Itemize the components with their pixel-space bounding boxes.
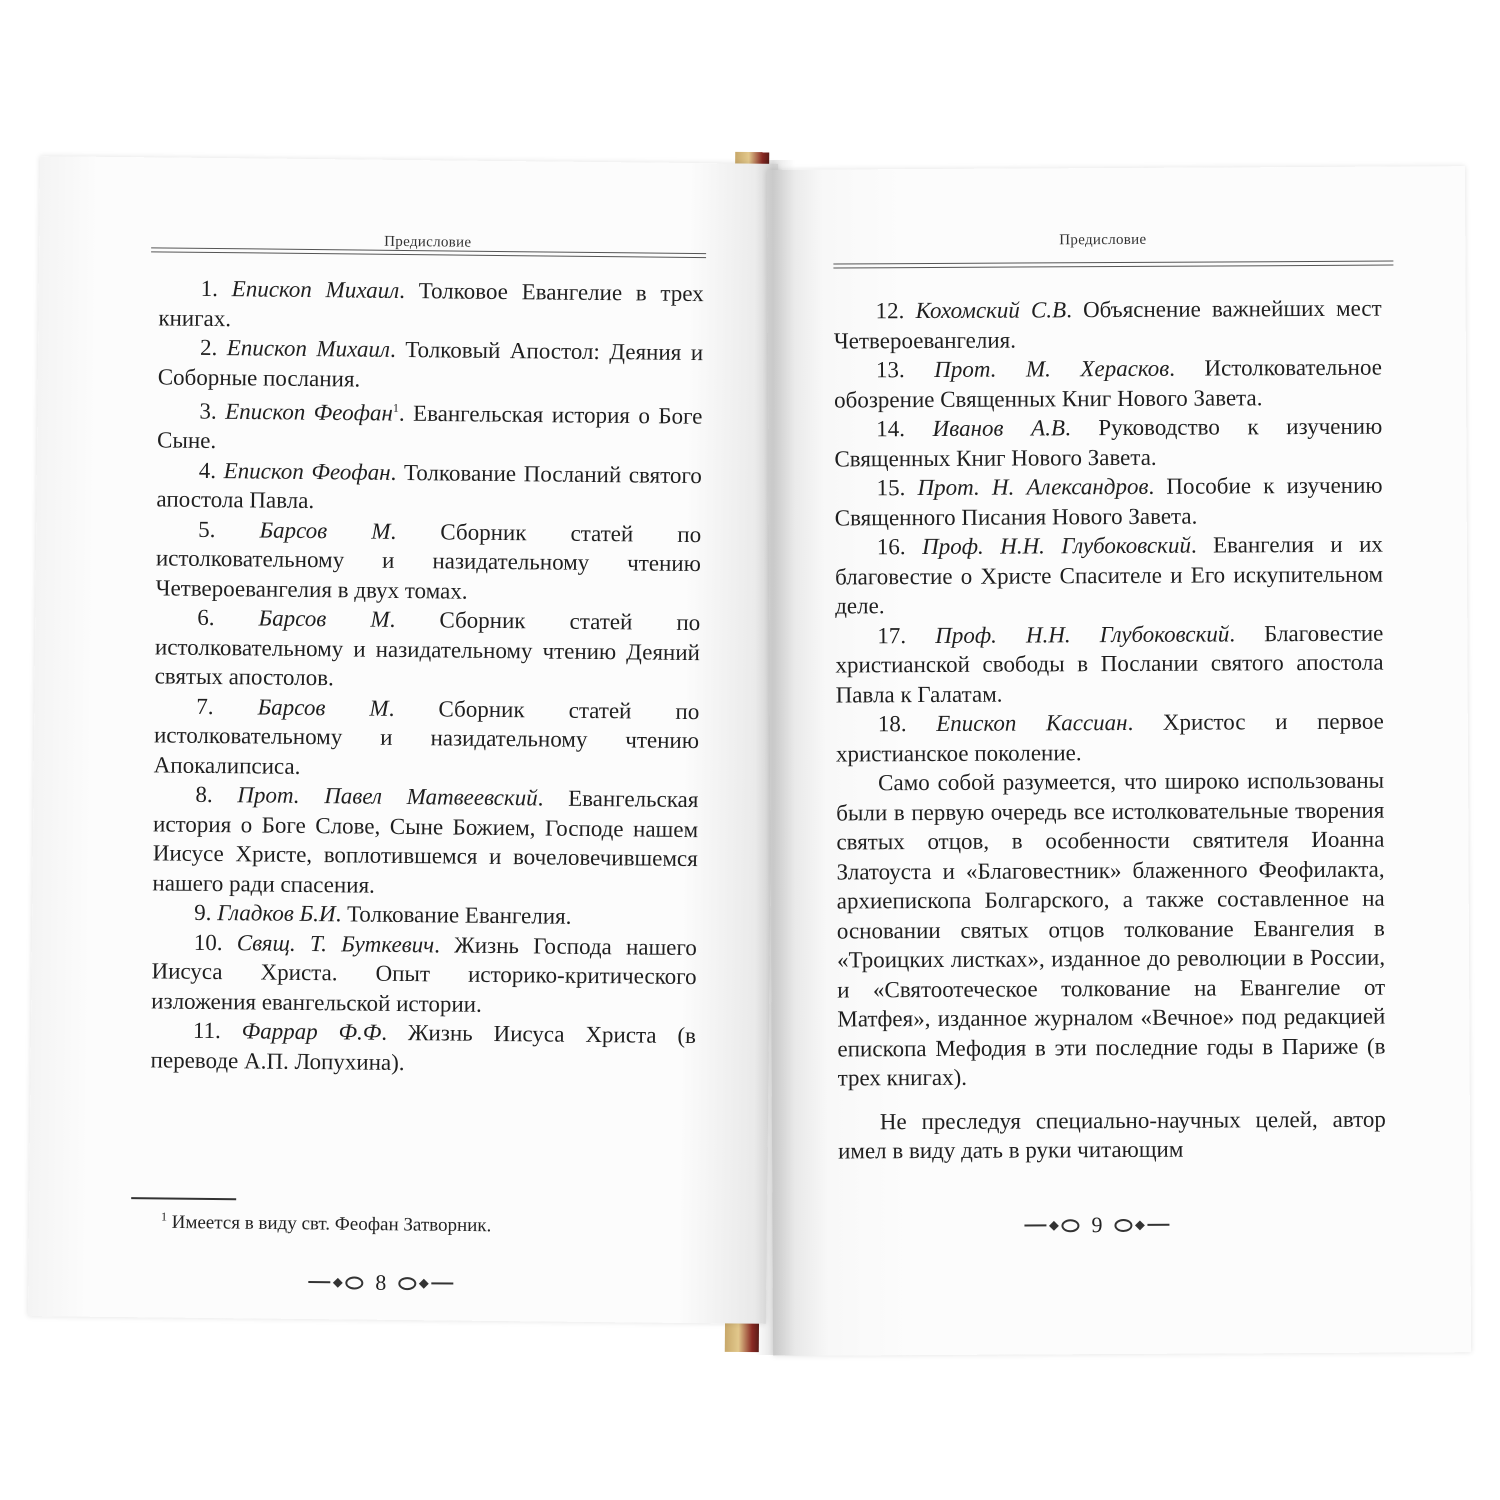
entry-title: . Благовестие христианской свободы в Послании святого апостола Павла к Галатам. (835, 620, 1384, 707)
entry-author: Епископ Михаил (226, 335, 391, 362)
page-number-block (1024, 1212, 1169, 1239)
folio-ornament-icon (1114, 1218, 1169, 1231)
footnote-reference: 1 (392, 400, 400, 415)
entry-title: . Евангелия и их благовестие о Христе Спасителе и Его искупительном деле. (834, 531, 1384, 619)
entry-author: Барсов М (258, 605, 390, 633)
left-page (28, 156, 778, 1324)
header-rule (833, 261, 1393, 269)
entry-number: 15. (876, 475, 906, 501)
entry-author: Иванов А.В (932, 415, 1066, 441)
bibliography-entry (157, 391, 703, 460)
entry-author: Проф. Н.Н. Глубоковский (921, 532, 1191, 560)
entry-author: Барсов М (259, 517, 391, 544)
entry-title: . Толковый Апостол: Деяния и Соборные послания. (157, 336, 704, 392)
entry-number: 3. (199, 398, 217, 424)
running-head: Предисловие (384, 233, 472, 251)
entry-number: 6. (197, 604, 215, 631)
entry-title: . Жизнь Иисуса Христа (в переводе А.П. Лопухина). (150, 1019, 697, 1075)
folio-ornament-icon (398, 1276, 453, 1290)
entry-number: 9. (194, 899, 212, 926)
body-paragraph: Само собой разумеется, что широко использованы были в первую очередь все истолковательные творения святых отцов, в особенности святителя Иоанна Златоуста и «Благовестник» блаженного Феофилакта, архиепископа Болгарского, а также составленное на основании святых отцов толкование Евангелия в «Троицких листках», изданное до революции в России, и «Святоотеческое толкование на Евангелие от Матфея», изданное журналом «Вечное» под редакцией епископа Мефодия в эти последние годы в Париже (в трех книгах). (836, 767, 1386, 1091)
bibliography-entry (158, 273, 704, 338)
entry-number: 18. (877, 711, 907, 737)
entry-author: Прот. Н. Александров (917, 473, 1149, 501)
bibliography-entry (834, 353, 1382, 415)
entry-title: . Сборник статей по истолковательному и назидательному чтению Апокалипсиса. (153, 695, 700, 779)
entry-title: . Толкование Евангелия. (335, 901, 572, 929)
entry-title: . Христос и первое христианское поколение. (835, 708, 1384, 766)
entry-author: Кохомский С.В (915, 297, 1067, 324)
entry-author: Епископ Феофан (223, 457, 391, 485)
bibliography-entry (156, 455, 702, 520)
entry-title: . Жизнь Господа нашего Иисуса Христа. Опыт историко-критического изложения евангельской истории. (151, 931, 697, 1017)
entry-title: . Руководство к изучению Священных Книг Нового Завета. (834, 413, 1383, 471)
entry-number: 13. (875, 357, 905, 383)
entry-author: Епископ Феофан (225, 398, 394, 426)
page-number: 8 (375, 1269, 387, 1295)
bibliography-list (150, 273, 703, 1080)
bibliography-entry (834, 412, 1382, 474)
bibliography-entry (835, 530, 1383, 621)
bibliography-continuation (834, 294, 1387, 1166)
footnote (161, 1209, 631, 1238)
bibliography-entry (835, 618, 1383, 709)
entry-title: . Евангельская история о Боге Слове, Сыне Божием, Господе нашем Иисусе Христе, воплотившемся и вочеловечившемся нашего ради спасения. (152, 785, 699, 898)
entry-author: Прот. Павел Матвеевский (237, 782, 538, 811)
body-paragraph: Не преследуя специально-научных целей, автор имел в виду дать в руки читающим (837, 1106, 1386, 1164)
folio-ornament-icon (308, 1276, 363, 1290)
entry-title: . Пособие к изучению Священного Писания Нового Завета. (834, 472, 1383, 530)
bibliography-list (834, 294, 1384, 769)
entry-author: Гладков Б.И (217, 900, 336, 927)
entry-title: . Объяснение важнейших мест Четвероевангелия. (833, 295, 1382, 353)
entry-author: Барсов М (257, 694, 389, 721)
entry-author: Свящ. Т. Буткевич (236, 929, 435, 957)
entry-title: . Сборник статей по истолковательному и назидательному чтению Четвероевангелия в двух томах. (155, 518, 702, 604)
folio-ornament-icon (1024, 1219, 1079, 1232)
page-number-block (308, 1269, 453, 1297)
entry-author: Прот. М. Херасков (934, 355, 1170, 382)
entry-author: Епископ Кассиан (936, 709, 1128, 736)
running-head: Предисловие (1059, 231, 1147, 249)
entry-number: 14. (876, 416, 906, 442)
entry-author: Фаррар Ф.Ф (241, 1018, 382, 1045)
entry-number: 5. (198, 516, 216, 542)
bibliography-entry (154, 603, 700, 697)
entry-number: 2. (199, 334, 218, 361)
entry-number: 17. (877, 622, 907, 648)
bibliography-entry (154, 691, 700, 785)
entry-author: Проф. Н.Н. Глубоковский (935, 620, 1230, 648)
entry-number: 16. (876, 534, 906, 560)
entry-number: 11. (192, 1017, 221, 1044)
page-number: 9 (1091, 1212, 1103, 1238)
entry-number: 8. (195, 781, 213, 808)
bibliography-entry (152, 780, 698, 904)
right-page (767, 166, 1471, 1356)
entry-title: . Сборник статей по истолковательному и назидательному чтению Деяний святых апостолов. (154, 607, 701, 691)
entry-author: Епископ Михаил (231, 276, 400, 303)
entry-number: 12. (875, 298, 905, 324)
gutter-shadow (755, 160, 795, 1355)
entry-number: 1. (200, 275, 219, 302)
bibliography-entry (834, 471, 1382, 533)
entry-number: 7. (196, 693, 214, 719)
entry-title: . Толковое Евангелие в трех книгах. (158, 277, 704, 331)
bibliography-entry (151, 927, 697, 1021)
bibliography-entry (834, 294, 1382, 356)
entry-title: . Евангельская история о Боге Сыне. (156, 400, 703, 454)
entry-title: . Истолковательное обозрение Священных Книг Нового Завета. (834, 354, 1383, 412)
bibliography-entry (158, 332, 704, 397)
bibliography-entry (150, 1016, 696, 1081)
footnote-rule (131, 1197, 236, 1200)
bibliography-entry (836, 707, 1384, 769)
footnote-text: Имеется в виду свт. Феофан Затворник. (171, 1211, 492, 1237)
entry-number: 10. (193, 929, 223, 955)
entry-title: . Толкование Посланий святого апостола Павла. (156, 459, 702, 514)
footnote-mark: 1 (160, 1209, 168, 1224)
bibliography-entry (155, 514, 701, 608)
entry-number: 4. (198, 457, 217, 483)
